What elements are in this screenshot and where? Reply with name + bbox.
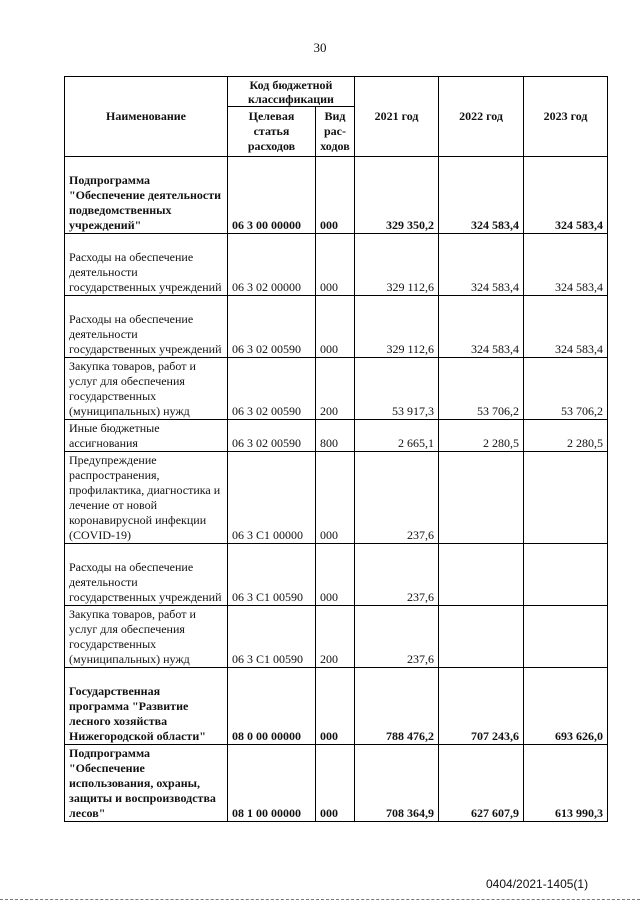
row-2022: 627 607,9	[439, 745, 524, 822]
row-name: Предупреждение распространения, профилактика, диагностика и лечение от новой коронавирусной инфекции (COVID-19)	[65, 452, 228, 544]
header-2023: 2023 год	[524, 77, 608, 157]
row-type: 200	[316, 358, 355, 420]
header-target-article: Целевая статья расходов	[228, 107, 316, 157]
header-2021: 2021 год	[355, 77, 439, 157]
budget-table	[64, 76, 608, 822]
row-code: 06 3 00 00000	[228, 157, 316, 234]
table-row	[65, 296, 608, 358]
row-2023: 613 990,3	[524, 745, 608, 822]
row-2023	[524, 544, 608, 606]
row-code: 06 3 C1 00000	[228, 452, 316, 544]
row-2021: 329 112,6	[355, 296, 439, 358]
row-2021: 237,6	[355, 544, 439, 606]
document-id: 0404/2021-1405(1)	[486, 877, 589, 891]
row-name: Расходы на обеспечение деятельности государственных учреждений	[65, 544, 228, 606]
row-type: 000	[316, 296, 355, 358]
row-name: Подпрограмма "Обеспечение деятельности подведомственных учреждений"	[65, 157, 228, 234]
row-2023	[524, 452, 608, 544]
table-row	[65, 606, 608, 668]
row-name: Закупка товаров, работ и услуг для обеспечения государственных (муниципальных) нужд	[65, 606, 228, 668]
row-2021: 329 350,2	[355, 157, 439, 234]
row-2021: 708 364,9	[355, 745, 439, 822]
row-code: 06 3 C1 00590	[228, 544, 316, 606]
row-name: Подпрограмма "Обеспечение использования, охраны, защиты и воспроизводства лесов"	[65, 745, 228, 822]
row-2023: 53 706,2	[524, 358, 608, 420]
row-2021: 53 917,3	[355, 358, 439, 420]
row-2021: 237,6	[355, 452, 439, 544]
row-type: 000	[316, 452, 355, 544]
row-2022	[439, 606, 524, 668]
row-name: Расходы на обеспечение деятельности государственных учреждений	[65, 234, 228, 296]
row-code: 06 3 02 00590	[228, 358, 316, 420]
footer-divider	[0, 899, 640, 900]
row-2022: 53 706,2	[439, 358, 524, 420]
row-2023: 2 280,5	[524, 420, 608, 452]
row-type: 000	[316, 157, 355, 234]
row-name: Расходы на обеспечение деятельности государственных учреждений	[65, 296, 228, 358]
table-row	[65, 234, 608, 296]
row-name: Иные бюджетные ассигнования	[65, 420, 228, 452]
row-type: 000	[316, 745, 355, 822]
row-type: 800	[316, 420, 355, 452]
row-name: Закупка товаров, работ и услуг для обеспечения государственных (муниципальных) нужд	[65, 358, 228, 420]
row-2022: 707 243,6	[439, 668, 524, 745]
row-type: 000	[316, 544, 355, 606]
header-2022: 2022 год	[439, 77, 524, 157]
row-code: 06 3 02 00000	[228, 234, 316, 296]
row-2023: 324 583,4	[524, 296, 608, 358]
row-2023: 324 583,4	[524, 234, 608, 296]
row-type: 000	[316, 668, 355, 745]
row-2023: 693 626,0	[524, 668, 608, 745]
row-2023	[524, 606, 608, 668]
row-2022: 324 583,4	[439, 234, 524, 296]
row-name: Государственная программа "Развитие лесного хозяйства Нижегородской области"	[65, 668, 228, 745]
table-row	[65, 544, 608, 606]
row-2022: 324 583,4	[439, 296, 524, 358]
row-code: 06 3 02 00590	[228, 420, 316, 452]
row-code: 08 0 00 00000	[228, 668, 316, 745]
header-expense-type: Вид рас-ходов	[316, 107, 355, 157]
row-2022: 2 280,5	[439, 420, 524, 452]
row-type: 000	[316, 234, 355, 296]
row-code: 08 1 00 00000	[228, 745, 316, 822]
table-row	[65, 452, 608, 544]
row-type: 200	[316, 606, 355, 668]
row-code: 06 3 02 00590	[228, 296, 316, 358]
row-2021: 237,6	[355, 606, 439, 668]
row-code: 06 3 C1 00590	[228, 606, 316, 668]
header-kbk: Код бюджетной классификации	[228, 77, 355, 107]
row-2021: 2 665,1	[355, 420, 439, 452]
table-row	[65, 358, 608, 420]
table-row	[65, 668, 608, 745]
table-row	[65, 745, 608, 822]
row-2021: 788 476,2	[355, 668, 439, 745]
row-2021: 329 112,6	[355, 234, 439, 296]
row-2023: 324 583,4	[524, 157, 608, 234]
row-2022	[439, 452, 524, 544]
header-name: Наименование	[65, 77, 228, 157]
table-row	[65, 420, 608, 452]
page-number: 30	[313, 40, 327, 55]
row-2022: 324 583,4	[439, 157, 524, 234]
table-row	[65, 157, 608, 234]
row-2022	[439, 544, 524, 606]
